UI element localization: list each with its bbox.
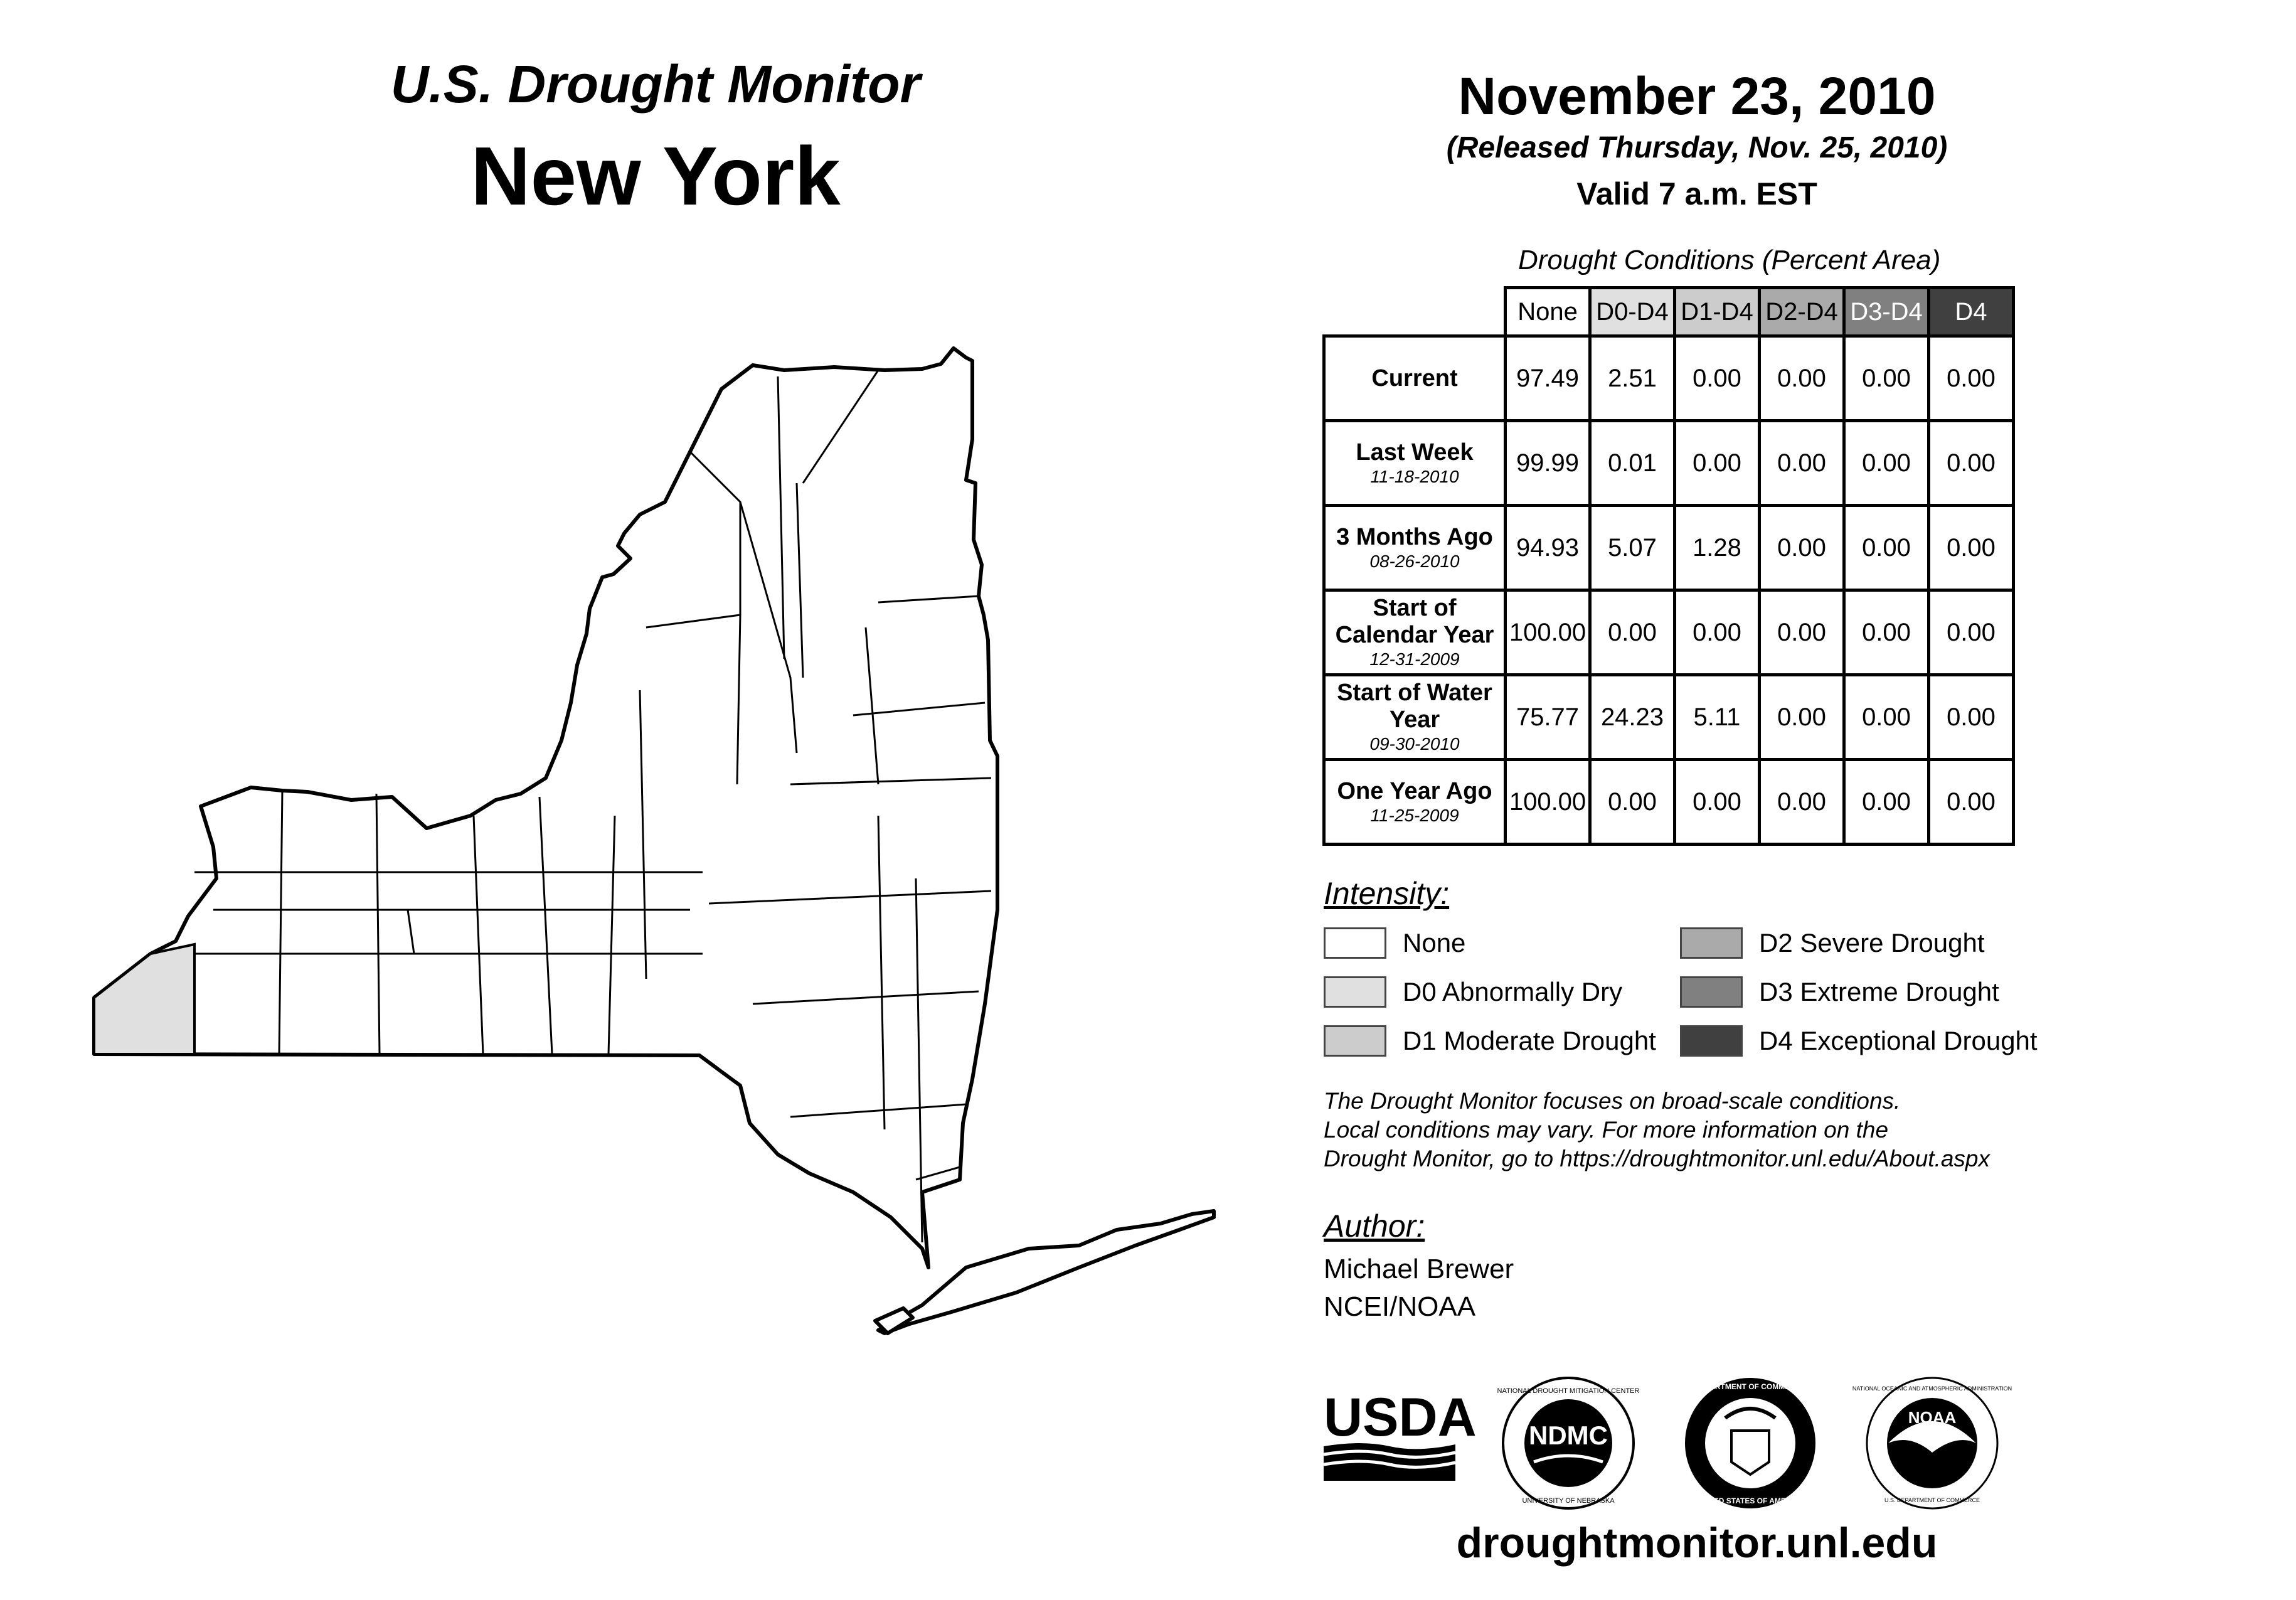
note-line: The Drought Monitor focuses on broad-scale conditions. bbox=[1324, 1088, 1901, 1114]
row-label-text: Current bbox=[1371, 365, 1458, 392]
row-label bbox=[1324, 675, 1506, 760]
legend-label: D1 Moderate Drought bbox=[1403, 1026, 1656, 1055]
legend-item-d1 bbox=[1324, 1023, 1656, 1059]
row-label bbox=[1324, 760, 1506, 845]
drought-conditions-table bbox=[1322, 286, 2015, 846]
row-label-text: One Year Ago bbox=[1337, 777, 1492, 804]
table-cell: 0.00 bbox=[1590, 760, 1675, 845]
table-row bbox=[1324, 590, 2014, 675]
legend-item-none bbox=[1324, 925, 1465, 961]
legend-swatch bbox=[1680, 927, 1743, 959]
legend-swatch bbox=[1680, 976, 1743, 1008]
release-date: (Released Thursday, Nov. 25, 2010) bbox=[1446, 131, 1948, 164]
note-line: Local conditions may vary. For more information on the bbox=[1324, 1117, 1889, 1143]
table-cell: 94.93 bbox=[1506, 506, 1590, 590]
row-label-text: Last Week bbox=[1356, 439, 1474, 466]
site-url: droughtmonitor.unl.edu bbox=[1456, 1519, 1938, 1567]
legend-swatch bbox=[1680, 1025, 1743, 1057]
legend-swatch bbox=[1324, 1025, 1386, 1057]
table-cell: 0.00 bbox=[1929, 675, 2014, 760]
table-cell: 0.00 bbox=[1675, 760, 1760, 845]
table-cell: 0.00 bbox=[1675, 590, 1760, 675]
state-outline bbox=[94, 348, 1214, 1333]
table-cell: 0.00 bbox=[1760, 760, 1844, 845]
table-cell: 0.00 bbox=[1590, 590, 1675, 675]
usda-logo-text: USDA bbox=[1324, 1387, 1477, 1448]
row-label bbox=[1324, 506, 1506, 590]
legend-item-d4 bbox=[1680, 1023, 2038, 1059]
state-name: New York bbox=[470, 130, 841, 222]
table-row bbox=[1324, 760, 2014, 845]
legend-swatch bbox=[1324, 927, 1386, 959]
table-cell: 0.00 bbox=[1844, 336, 1929, 421]
row-date: 11-18-2010 bbox=[1370, 466, 1459, 486]
author-heading: Author: bbox=[1324, 1208, 1425, 1244]
usda-logo bbox=[1324, 1387, 1477, 1481]
ndmc-logo bbox=[1497, 1374, 1640, 1512]
table-cell: 0.00 bbox=[1929, 336, 2014, 421]
legend-label: None bbox=[1403, 928, 1466, 957]
d0-area bbox=[94, 944, 194, 1054]
table-cell: 0.00 bbox=[1675, 336, 1760, 421]
legend-item-d3 bbox=[1680, 974, 1999, 1010]
table-caption: Drought Conditions (Percent Area) bbox=[1518, 245, 1941, 275]
col-header-d3-d4: D3-D4 bbox=[1844, 288, 1929, 336]
legend-swatch bbox=[1324, 976, 1386, 1008]
row-date: 11-25-2009 bbox=[1370, 805, 1459, 825]
table-cell: 0.01 bbox=[1590, 421, 1675, 506]
table-corner bbox=[1324, 288, 1506, 336]
table-cell: 0.00 bbox=[1760, 336, 1844, 421]
table-cell: 0.00 bbox=[1760, 590, 1844, 675]
col-header-d2-d4: D2-D4 bbox=[1760, 288, 1844, 336]
table-cell: 1.28 bbox=[1675, 506, 1760, 590]
noaa-logo-text: NOAA bbox=[1908, 1408, 1957, 1427]
row-date: 12-31-2009 bbox=[1369, 649, 1460, 669]
table-cell: 100.00 bbox=[1506, 760, 1590, 845]
ndmc-ring-top: NATIONAL DROUGHT MITIGATION CENTER bbox=[1497, 1387, 1640, 1395]
doc-ring-top: DEPARTMENT OF COMMERCE bbox=[1694, 1382, 1806, 1391]
noaa-ring-bottom: U.S. DEPARTMENT OF COMMERCE bbox=[1884, 1497, 1980, 1503]
table-cell: 0.00 bbox=[1929, 506, 2014, 590]
row-label bbox=[1324, 590, 1506, 675]
legend-label: D3 Extreme Drought bbox=[1759, 977, 1999, 1006]
table-cell: 100.00 bbox=[1506, 590, 1590, 675]
map-date: November 23, 2010 bbox=[1458, 67, 1936, 125]
table-cell: 0.00 bbox=[1844, 421, 1929, 506]
note-line: Drought Monitor, go to https://droughtmonitor.unl.edu/About.aspx bbox=[1324, 1146, 1990, 1171]
legend-label: D0 Abnormally Dry bbox=[1403, 977, 1623, 1006]
table-cell: 0.00 bbox=[1929, 421, 2014, 506]
table-cell: 0.00 bbox=[1760, 506, 1844, 590]
long-island-shape bbox=[878, 1211, 1214, 1333]
table-row bbox=[1324, 421, 2014, 506]
table-cell: 0.00 bbox=[1675, 421, 1760, 506]
author-org: NCEI/NOAA bbox=[1324, 1291, 1476, 1322]
noaa-logo bbox=[1852, 1374, 2012, 1512]
row-label-text: Start of Calendar Year bbox=[1335, 595, 1494, 648]
table-cell: 99.99 bbox=[1506, 421, 1590, 506]
ndmc-logo-text: NDMC bbox=[1529, 1421, 1608, 1450]
table-row bbox=[1324, 506, 2014, 590]
doc-ring-bottom: UNITED STATES OF AMERICA bbox=[1696, 1496, 1805, 1505]
table-cell: 5.07 bbox=[1590, 506, 1675, 590]
table-cell: 0.00 bbox=[1844, 675, 1929, 760]
legend-label: D2 Severe Drought bbox=[1759, 928, 1985, 957]
noaa-ring-top: NATIONAL OCEANIC AND ATMOSPHERIC ADMINISTRATION bbox=[1852, 1385, 2012, 1392]
table-row bbox=[1324, 336, 2014, 421]
col-header-d1-d4: D1-D4 bbox=[1675, 288, 1760, 336]
table-cell: 24.23 bbox=[1590, 675, 1675, 760]
col-header-none: None bbox=[1506, 288, 1590, 336]
table-cell: 0.00 bbox=[1929, 590, 2014, 675]
table-header-row bbox=[1324, 288, 2014, 336]
row-date: 08-26-2010 bbox=[1369, 551, 1460, 571]
map-title: U.S. Drought Monitor bbox=[390, 55, 921, 114]
col-header-d0-d4: D0-D4 bbox=[1590, 288, 1675, 336]
row-label bbox=[1324, 421, 1506, 506]
table-cell: 0.00 bbox=[1844, 760, 1929, 845]
legend-label: D4 Exceptional Drought bbox=[1759, 1026, 2038, 1055]
disclaimer-note bbox=[1324, 1087, 2064, 1173]
table-cell: 2.51 bbox=[1590, 336, 1675, 421]
row-label-text: 3 Months Ago bbox=[1336, 523, 1493, 550]
table-cell: 5.11 bbox=[1675, 675, 1760, 760]
row-label-text: Start of Water Year bbox=[1337, 680, 1492, 733]
table-row bbox=[1324, 675, 2014, 760]
row-date: 09-30-2010 bbox=[1369, 734, 1460, 754]
legend-title: Intensity: bbox=[1324, 876, 1450, 911]
legend-item-d2 bbox=[1680, 925, 1985, 961]
ndmc-ring-bottom: UNIVERSITY OF NEBRASKA bbox=[1522, 1497, 1615, 1505]
new-york-state-shape bbox=[94, 348, 997, 1267]
author-name: Michael Brewer bbox=[1324, 1254, 1514, 1284]
table-cell: 0.00 bbox=[1844, 506, 1929, 590]
table-cell: 75.77 bbox=[1506, 675, 1590, 760]
table-cell: 0.00 bbox=[1929, 760, 2014, 845]
valid-time: Valid 7 a.m. EST bbox=[1576, 176, 1817, 211]
department-of-commerce-seal bbox=[1681, 1374, 1819, 1512]
col-header-d4: D4 bbox=[1929, 288, 2014, 336]
table-cell: 97.49 bbox=[1506, 336, 1590, 421]
table-cell: 0.00 bbox=[1844, 590, 1929, 675]
legend-item-d0 bbox=[1324, 974, 1622, 1010]
table-cell: 0.00 bbox=[1760, 675, 1844, 760]
row-label bbox=[1324, 336, 1506, 421]
table-cell: 0.00 bbox=[1760, 421, 1844, 506]
